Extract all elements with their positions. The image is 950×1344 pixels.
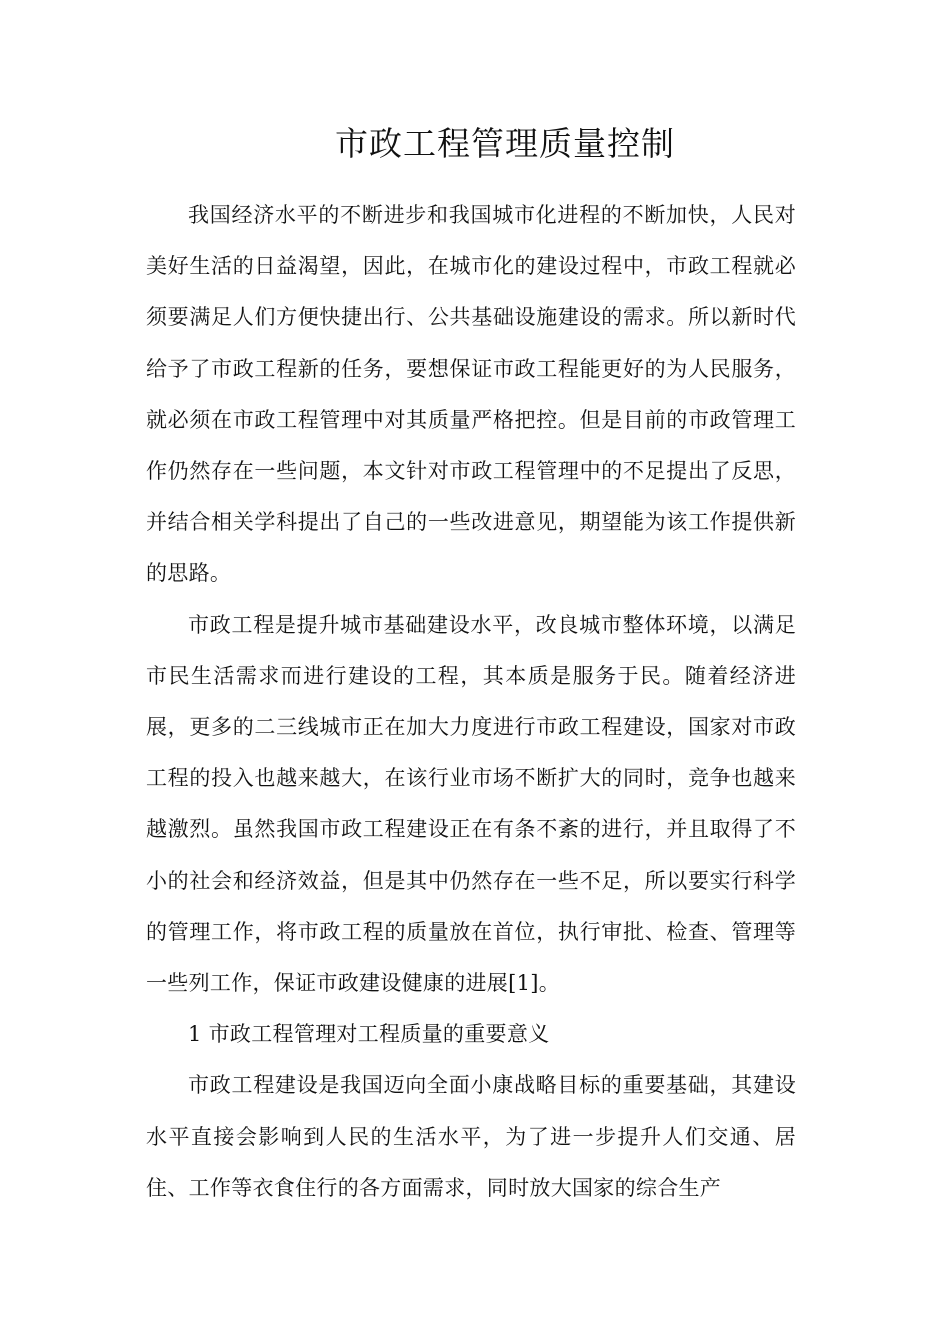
document-body xyxy=(146,190,796,1214)
section-heading-1: 1 市政工程管理对工程质量的重要意义 xyxy=(188,1022,550,1047)
document-title: 市政工程管理质量控制 xyxy=(335,124,675,163)
paragraph-section-1: 市政工程建设是我国迈向全面小康战略目标的重要基础，其建设水平直接会影响到人民的生活水平，为了进一步提升人们交通、居住、工作等衣食住行的各方面需求，同时放大国家的综合生产 xyxy=(146,1073,796,1200)
paragraph-background: 市政工程是提升城市基础建设水平，改良城市整体环境，以满足市民生活需求而进行建设的工程，其本质是服务于民。随着经济进展，更多的二三线城市正在加大力度进行市政工程建设，国家对市政工程的投入也越来越大，在该行业市场不断扩大的同时，竞争也越来越激烈。虽然我国市政工程建设正在有条不紊的进行，并且取得了不小的社会和经济效益，但是其中仍然存在一些不足，所以要实行科学的管理工作，将市政工程的质量放在首位，执行审批、检查、管理等一些列工作，保证市政建设健康的进展[1]。 xyxy=(146,612,796,996)
paragraph-intro: 我国经济水平的不断进步和我国城市化进程的不断加快，人民对美好生活的日益渴望，因此，在城市化的建设过程中，市政工程就必须要满足人们方便快捷出行、公共基础设施建设的需求。所以新时代给予了市政工程新的任务，要想保证市政工程能更好的为人民服务，就必须在市政工程管理中对其质量严格把控。但是目前的市政管理工作仍然存在一些问题，本文针对市政工程管理中的不足提出了反思，并结合相关学科提出了自己的一些改进意见，期望能为该工作提供新的思路。 xyxy=(146,203,796,586)
